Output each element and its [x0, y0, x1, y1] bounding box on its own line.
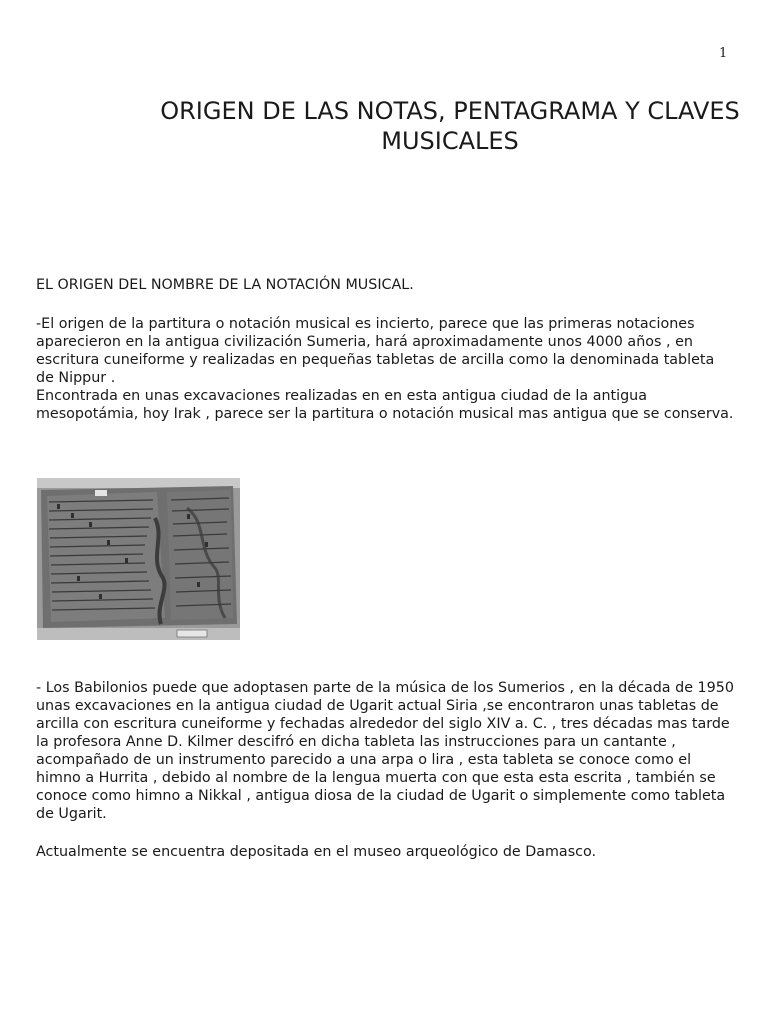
title-line-2: MUSICALES — [381, 127, 519, 155]
paragraph-ugarit-tablet: - Los Babilonios puede que adoptasen parte de la música de los Sumerios , en la década de 1950 unas excavaciones en la antigua ciudad de Ugarit actual Siria ,se encontraron unas tabletas de arcilla con escritura cuneiforme y fechadas alrededor del siglo XIV a. C. , tres décadas mas tarde la profesora Anne D. Kilmer descifró en dicha tableta las instrucciones para un cantante , acompañado de un instrumento parecido a una arpa o lira , esta tableta se conoce como el himno a Hurrita , debido al nombre de la lengua muerta con que esta esta escrita , también se conoce como himno a Nikkal , antigua diosa de la ciudad de Ugarit o simplemente como tableta de Ugarit. — [36, 680, 734, 822]
page-number: 1 — [719, 46, 728, 61]
paragraph-damasco-museum: Actualmente se encuentra depositada en el museo arqueológico de Damasco. — [36, 844, 597, 860]
section-heading: EL ORIGEN DEL NOMBRE DE LA NOTACIÓN MUSICAL. — [36, 277, 414, 293]
document-title — [110, 96, 768, 156]
paragraph-nippur-tablet: Encontrada en unas excavaciones realizadas en en esta antigua ciudad de la antigua mesopotámia, hoy Irak , parece ser la partitura o notación musical mas antigua que se conserva. — [36, 388, 734, 422]
paragraph-sumerian-origin: -El origen de la partitura o notación musical es incierto, parece que las primeras notaciones aparecieron en la antigua civilización Sumeria, hará aproximadamente unos 4000 años , en escritura cuneiforme y realizadas en pequeñas tabletas de arcilla como la denominada tableta de Nippur . — [36, 316, 715, 386]
nippur-tablet-photo — [37, 478, 240, 640]
title-line-1: ORIGEN DE LAS NOTAS, PENTAGRAMA Y CLAVES — [160, 97, 740, 125]
cuneiform-tablet-image — [37, 478, 240, 640]
